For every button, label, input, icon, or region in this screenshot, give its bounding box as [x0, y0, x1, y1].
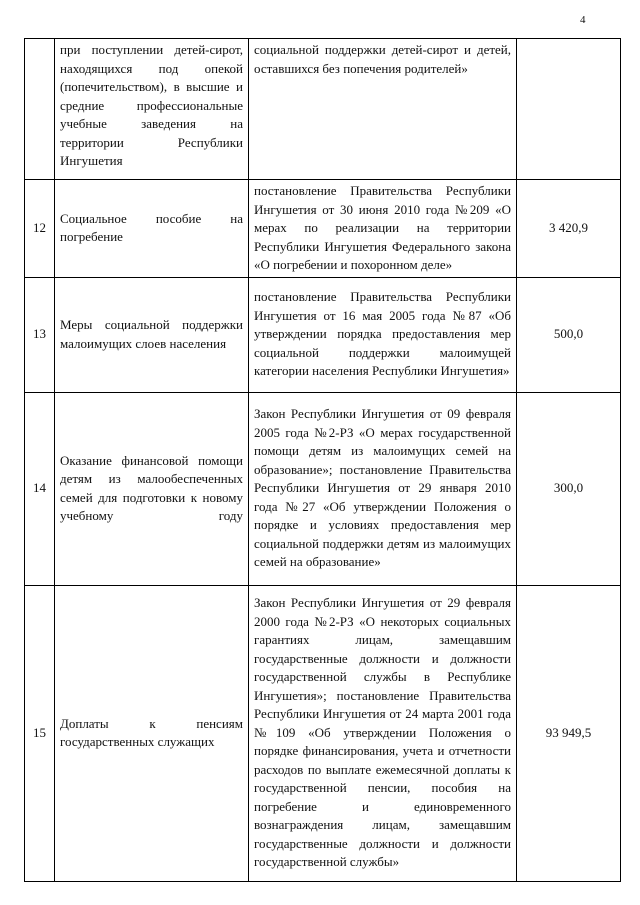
row-number [25, 39, 55, 180]
legal-basis: постановление Правительства Республики Ингушетия от 16 мая 2005 года №87 «Об утверждении порядка предоставления мер социальной поддержки малоимущей категории населения Республики Ингушетия» [249, 277, 517, 392]
measure-name: при поступлении детей-сирот, находящихся под опекой (попечительством), в высшие и средние профессиональные учебные заведения на территории Республики Ингушетия [55, 39, 249, 180]
page-number: 4 [580, 14, 586, 26]
table-row [25, 180, 621, 278]
table-row [25, 277, 621, 392]
row-number: 13 [25, 277, 55, 392]
table-row [25, 39, 621, 180]
measure-name: Меры социальной поддержки малоимущих слоев населения [55, 277, 249, 392]
row-number: 12 [25, 180, 55, 278]
amount: 300,0 [517, 392, 621, 585]
amount: 93 949,5 [517, 585, 621, 881]
measure-name: Социальное пособие на погребение [55, 180, 249, 278]
amount: 3 420,9 [517, 180, 621, 278]
row-number: 15 [25, 585, 55, 881]
amount [517, 39, 621, 180]
legal-basis: постановление Правительства Республики Ингушетия от 30 июня 2010 года №209 «О мерах по реализации на территории Республики Ингушетия Федерального закона «О погребении и похоронном деле» [249, 180, 517, 278]
legal-basis: Закон Республики Ингушетия от 29 февраля 2000 года №2-РЗ «О некоторых социальных гарантиях лицам, замещавшим государственные должности и должности государственной службы в Республике Ингушетия»; постановление Правительства Республики Ингушетия от 24 марта 2001 года №109 «Об утверждении Положения о порядке финансирования, учета и отчетности расходов по выплате ежемесячной доплаты к государственной пенсии, пособия на погребение и единовременного вознаграждения лицам, замещавшим государственные должности и должности государственной службы» [249, 585, 517, 881]
amount: 500,0 [517, 277, 621, 392]
table-row [25, 585, 621, 881]
legal-basis: Закон Республики Ингушетия от 09 февраля 2005 года №2-РЗ «О мерах государственной помощи детям из малоимущих семей на образование»; постановление Правительства Республики Ингушетия от 29 января 2010 года №27 «Об утверждении Положения о порядке и условиях предоставления мер социальной поддержки детям из малоимущих семей на образование» [249, 392, 517, 585]
row-number: 14 [25, 392, 55, 585]
table-row [25, 392, 621, 585]
payments-table [24, 38, 621, 882]
measure-name: Оказание финансовой помощи детям из малообеспеченных семей для подготовки к новому учебному году [55, 392, 249, 585]
legal-basis: социальной поддержки детей-сирот и детей, оставшихся без попечения родителей» [249, 39, 517, 180]
measure-name: Доплаты к пенсиям государственных служащих [55, 585, 249, 881]
